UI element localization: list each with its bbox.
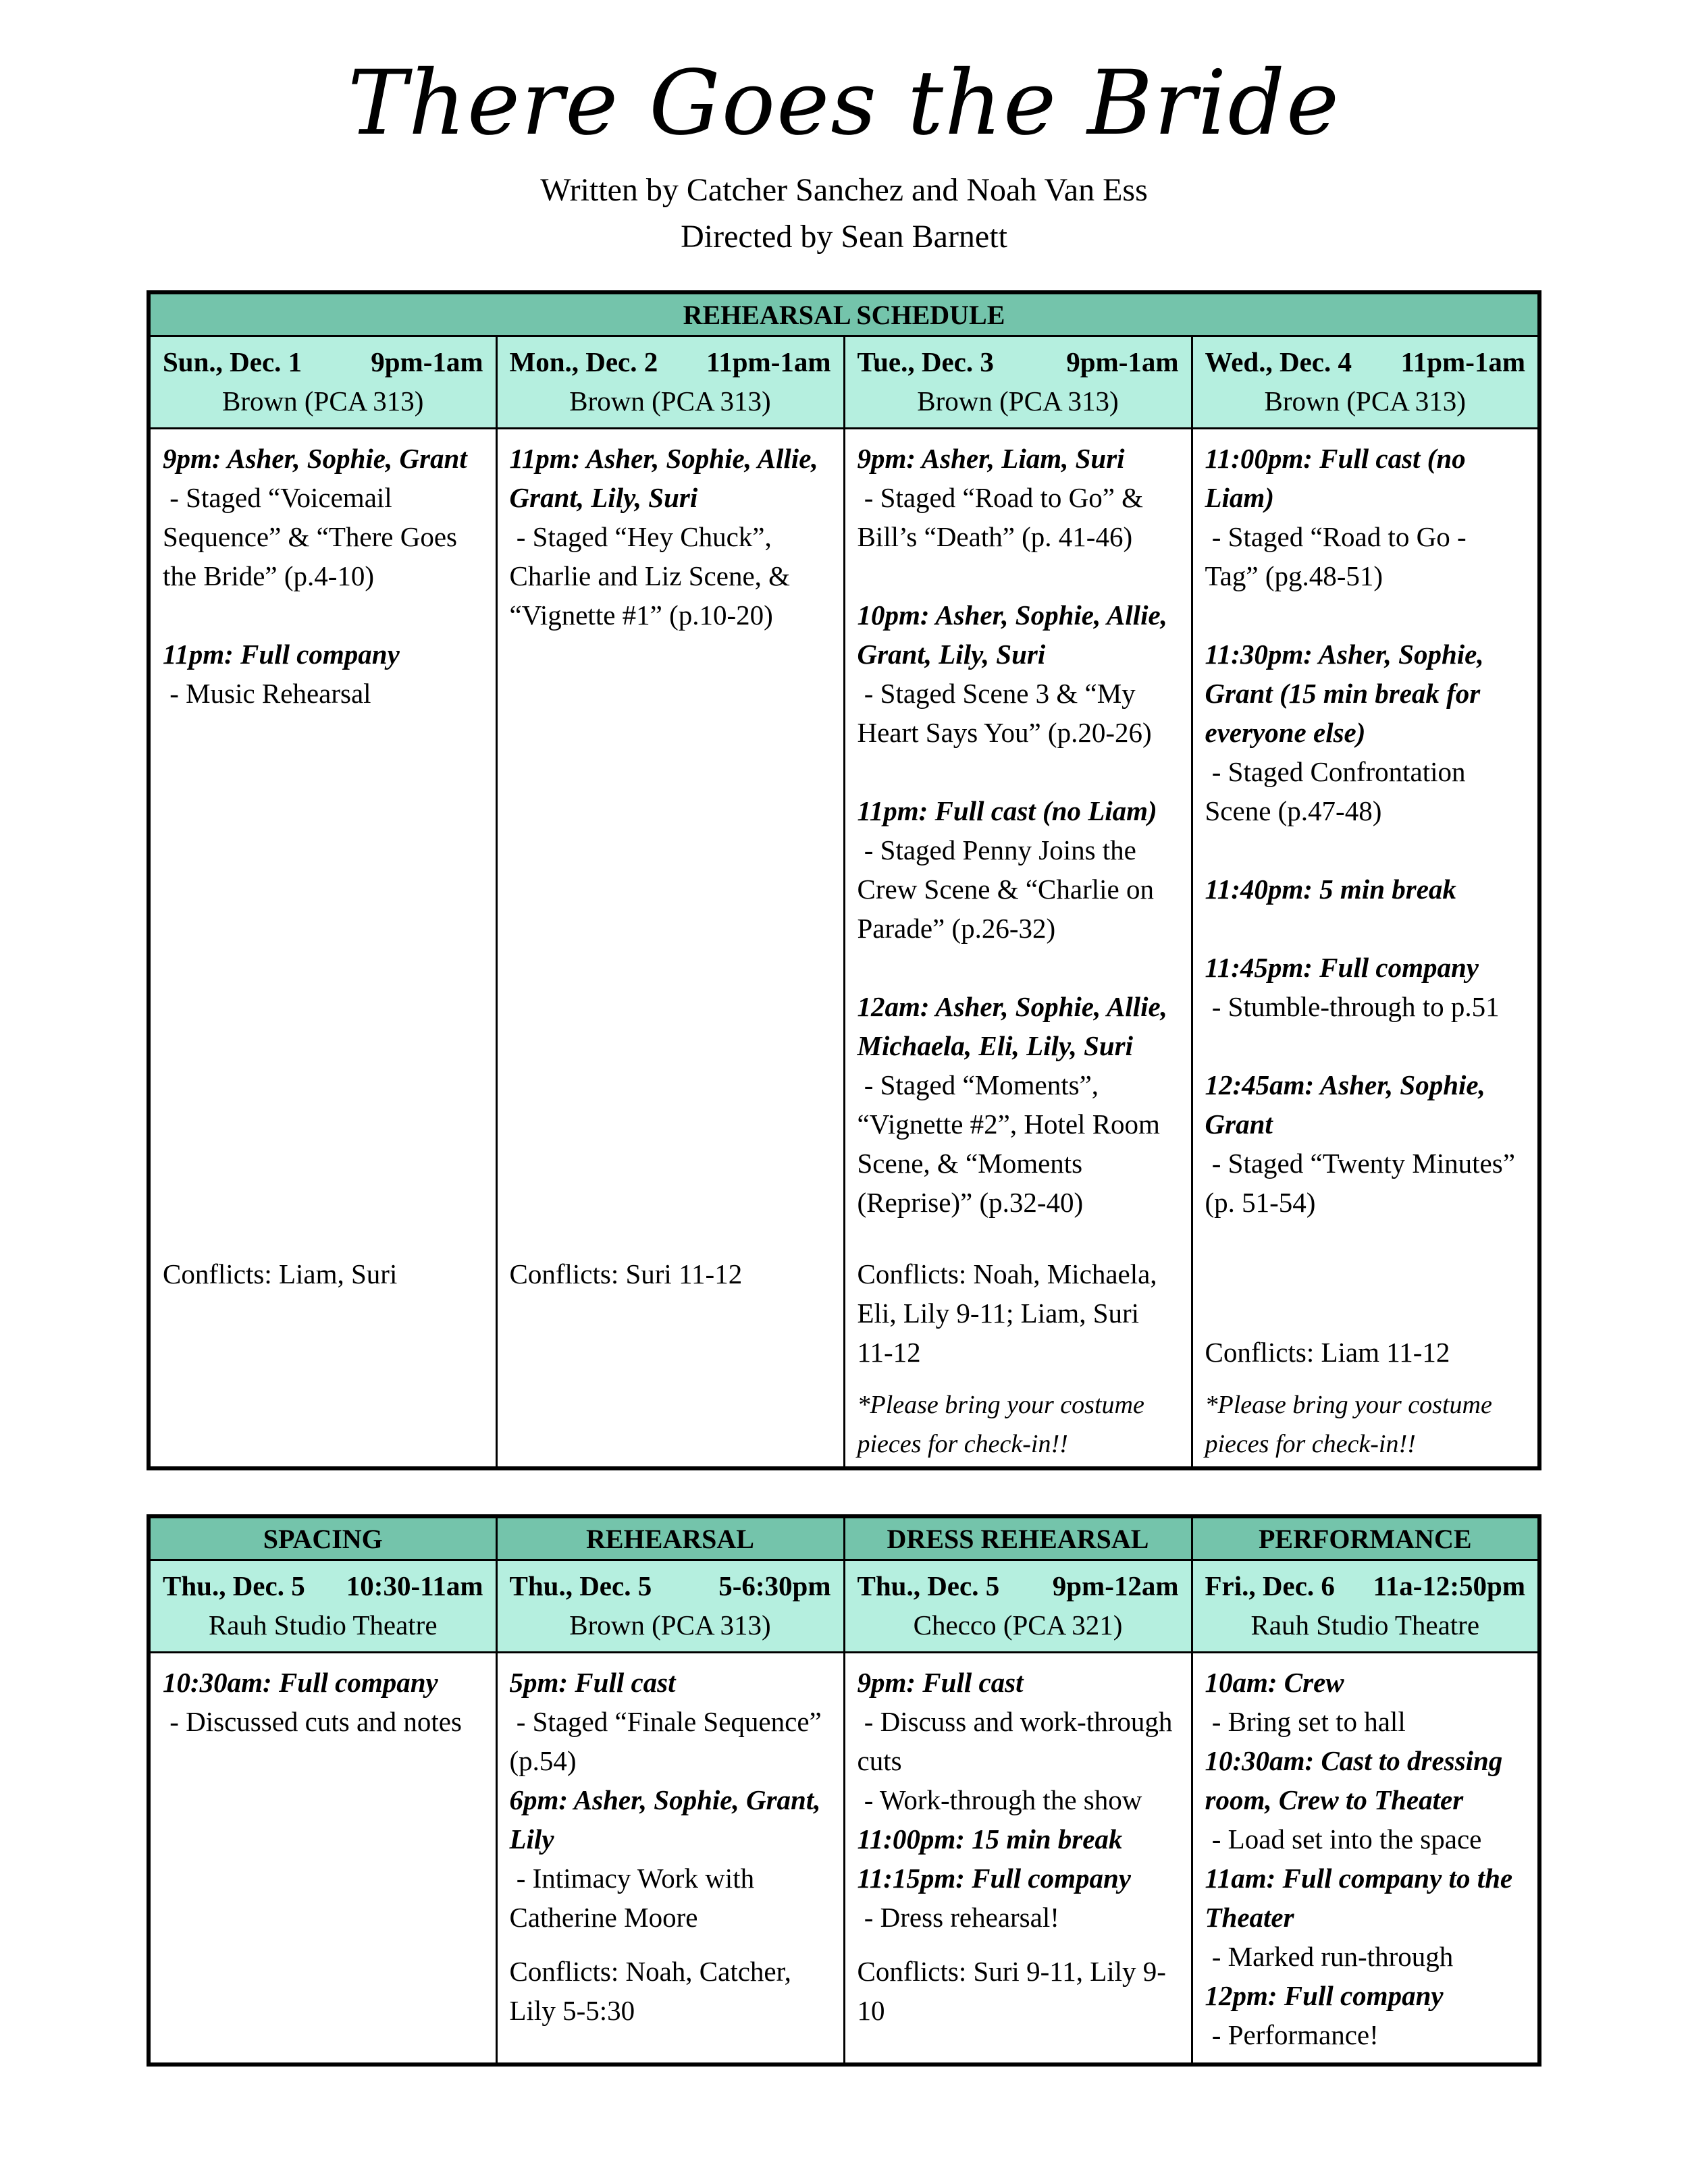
rehearsal-day-details: [149, 429, 1539, 1468]
slot-activity: - Work-through the show: [857, 1784, 1142, 1815]
slot-time-cast: 10pm: Asher, Sophie, Allie, Grant, Lily, Suri: [857, 600, 1167, 670]
day-venue: Brown (PCA 313): [569, 1609, 771, 1641]
show-title: There Goes the Bride: [347, 51, 1341, 155]
day-header: [1192, 1560, 1539, 1653]
conflicts-text: Conflicts: Liam, Suri: [163, 1258, 398, 1289]
schedule-slot: [1205, 1065, 1526, 1222]
day-date-time: [858, 342, 1179, 381]
schedule-slot: [1205, 1859, 1526, 1976]
day-details: [149, 429, 496, 1468]
slot-time-cast: 11:30pm: Asher, Sophie, Grant (15 min break for everyone else): [1205, 639, 1484, 748]
conflicts-text: Conflicts: Suri 11-12: [509, 1258, 743, 1289]
day-time: 9pm-1am: [1066, 346, 1179, 377]
slot-time-cast: 6pm: Asher, Sophie, Grant, Lily: [509, 1784, 821, 1855]
slot-activity: - Staged “Voicemail Sequence” & “There Goes the Bride” (p.4-10): [163, 482, 465, 591]
schedule-slot: [1205, 1976, 1526, 2054]
day-header: [844, 336, 1192, 429]
costume-note: *Please bring your costume pieces for check-in!!: [857, 1390, 1144, 1458]
slot-time-cast: 10am: Crew: [1205, 1667, 1344, 1698]
slot-activity: - Marked run-through: [1205, 1941, 1454, 1972]
slot-activity: - Staged “Moments”, “Vignette #2”, Hotel Room Scene, & “Moments (Reprise)” (p.32-40): [857, 1069, 1167, 1218]
slot-time-cast: 11pm: Asher, Sophie, Allie, Grant, Lily, Suri: [509, 443, 818, 513]
slot-time-cast: 11pm: Full company: [163, 639, 400, 670]
slot-time-cast: 11:40pm: 5 min break: [1205, 874, 1456, 905]
day-date: Thu., Dec. 5: [857, 1570, 1000, 1601]
conflicts-text: Conflicts: Noah, Michaela, Eli, Lily 9-11; Liam, Suri 11-12: [857, 1258, 1157, 1368]
schedule-slot: [163, 439, 483, 595]
day-details: [496, 1653, 844, 2065]
day-venue: Checco (PCA 321): [913, 1609, 1123, 1641]
schedule-slot: [1205, 635, 1526, 830]
day-date-time: [1205, 1566, 1526, 1605]
day-venue: Brown (PCA 313): [917, 385, 1119, 417]
schedule-slot: [1205, 439, 1526, 595]
day-details: [1192, 1653, 1539, 2065]
schedule-slot: [1205, 1663, 1526, 1741]
slot-time-cast: 11:15pm: Full company: [857, 1863, 1131, 1894]
day-header: [1192, 336, 1539, 429]
day-header: [149, 1560, 496, 1653]
schedule-slot: [163, 635, 483, 713]
slot-activity: - Staged Penny Joins the Crew Scene & “Charlie on Parade” (p.26-32): [857, 834, 1161, 944]
slot-activity: - Staged “Road to Go” & Bill’s “Death” (p. 41-46): [857, 482, 1151, 552]
writers-credit: Written by Catcher Sanchez and Noah Van Ess: [540, 172, 1148, 208]
schedule-slot: [1205, 948, 1526, 1026]
slot-activity: - Staged Confrontation Scene (p.47-48): [1205, 756, 1473, 826]
schedule-slot: [1205, 870, 1526, 909]
slot-activity: - Load set into the space: [1205, 1823, 1482, 1855]
week-band-label: REHEARSAL: [496, 1516, 844, 1560]
slot-activity: - Staged “Twenty Minutes” (p. 51-54): [1205, 1148, 1523, 1218]
slot-activity: - Performance!: [1205, 2019, 1379, 2050]
slot-time-cast: 9pm: Full cast: [857, 1667, 1024, 1698]
schedule-slot: [1205, 1741, 1526, 1859]
day-date-time: [1205, 342, 1526, 381]
day-date: Fri., Dec. 6: [1205, 1570, 1335, 1601]
day-details: [149, 1653, 496, 2065]
conflicts-text: Conflicts: Liam 11-12: [1205, 1336, 1450, 1368]
schedule-slot: [163, 1663, 483, 1741]
slot-activity: - Bring set to hall: [1205, 1706, 1406, 1737]
day-date: Tue., Dec. 3: [857, 346, 994, 377]
day-time: 9pm-1am: [371, 346, 483, 377]
slot-time-cast: 9pm: Asher, Liam, Suri: [857, 443, 1125, 474]
schedule-slot: [510, 1780, 831, 1937]
costume-note: *Please bring your costume pieces for check-in!!: [1205, 1390, 1492, 1458]
slot-time-cast: 11pm: Full cast (no Liam): [857, 795, 1157, 826]
slot-time-cast: 10:30am: Full company: [163, 1667, 438, 1698]
director-credit: Directed by Sean Barnett: [681, 219, 1007, 255]
day-time: 5-6:30pm: [718, 1570, 831, 1601]
week-band-label: SPACING: [149, 1516, 496, 1560]
day-venue: Brown (PCA 313): [222, 385, 424, 417]
conflicts-text: Conflicts: Suri 9-11, Lily 9-10: [857, 1956, 1166, 2026]
slot-activity: - Staged “Finale Sequence” (p.54): [509, 1706, 828, 1776]
day-date-time: [510, 342, 831, 381]
slot-time-cast: 12am: Asher, Sophie, Allie, Michaela, Eli, Lily, Suri: [857, 991, 1167, 1061]
slot-activity: - Intimacy Work with Catherine Moore: [509, 1863, 762, 1933]
day-time: 11pm-1am: [1400, 346, 1525, 377]
day-details: [1192, 429, 1539, 1468]
day-details: [844, 429, 1192, 1468]
week-band-label: DRESS REHEARSAL: [844, 1516, 1192, 1560]
slot-time-cast: 11:45pm: Full company: [1205, 952, 1479, 983]
schedule-slot: [858, 1819, 1179, 1859]
slot-activity: - Staged Scene 3 & “My Heart Says You” (p.20-26): [857, 678, 1152, 748]
schedule-slot: [858, 1663, 1179, 1819]
production-week-details: [149, 1653, 1539, 2065]
day-time: 9pm-12am: [1052, 1570, 1179, 1601]
production-week-table: [147, 1514, 1541, 2067]
slot-time-cast: 11am: Full company to the Theater: [1205, 1863, 1513, 1933]
day-venue: Rauh Studio Theatre: [1250, 1609, 1480, 1641]
schedule-slot: [858, 791, 1179, 948]
day-time: 11a-12:50pm: [1373, 1570, 1525, 1601]
slot-time-cast: 12:45am: Asher, Sophie, Grant: [1205, 1069, 1485, 1140]
rehearsal-schedule-table: [147, 290, 1541, 1470]
slot-time-cast: 9pm: Asher, Sophie, Grant: [163, 443, 467, 474]
day-date: Mon., Dec. 2: [509, 346, 658, 377]
production-week-bands: [149, 1516, 1539, 1560]
slot-activity: - Music Rehearsal: [163, 678, 371, 709]
slot-activity: - Stumble-through to p.51: [1205, 991, 1500, 1022]
day-details: [844, 1653, 1192, 2065]
week-band-label: PERFORMANCE: [1192, 1516, 1539, 1560]
slot-activity: - Discuss and work-through cuts: [857, 1706, 1180, 1776]
conflicts-text: Conflicts: Noah, Catcher, Lily 5-5:30: [509, 1956, 791, 2026]
rehearsal-schedule-band: REHEARSAL SCHEDULE: [149, 292, 1539, 336]
rehearsal-day-headers: [149, 336, 1539, 429]
day-header: [844, 1560, 1192, 1653]
day-date-time: [163, 1566, 483, 1605]
slot-time-cast: 11:00pm: 15 min break: [857, 1823, 1123, 1855]
slot-time-cast: 5pm: Full cast: [509, 1667, 676, 1698]
schedule-slot: [858, 987, 1179, 1222]
day-time: 11pm-1am: [706, 346, 831, 377]
schedule-slot: [858, 1859, 1179, 1937]
slot-activity: - Staged “Road to Go - Tag” (pg.48-51): [1205, 521, 1473, 591]
day-venue: Rauh Studio Theatre: [208, 1609, 438, 1641]
day-details: [496, 429, 844, 1468]
day-date-time: [858, 1566, 1179, 1605]
slot-activity: - Dress rehearsal!: [857, 1902, 1059, 1933]
schedule-slot: [858, 439, 1179, 556]
day-date: Sun., Dec. 1: [163, 346, 302, 377]
day-venue: Brown (PCA 313): [1264, 385, 1466, 417]
slot-activity: - Staged “Hey Chuck”, Charlie and Liz Scene, & “Vignette #1” (p.10-20): [509, 521, 797, 631]
slot-activity: - Discussed cuts and notes: [163, 1706, 462, 1737]
day-date: Wed., Dec. 4: [1205, 346, 1352, 377]
day-time: 10:30-11am: [346, 1570, 483, 1601]
schedule-slot: [858, 595, 1179, 752]
production-week-day-headers: [149, 1560, 1539, 1653]
day-date-time: [510, 1566, 831, 1605]
day-venue: Brown (PCA 313): [569, 385, 771, 417]
day-header: [496, 336, 844, 429]
day-date: Thu., Dec. 5: [509, 1570, 652, 1601]
day-date-time: [163, 342, 483, 381]
day-date: Thu., Dec. 5: [163, 1570, 305, 1601]
schedule-slot: [510, 439, 831, 635]
slot-time-cast: 11:00pm: Full cast (no Liam): [1205, 443, 1466, 513]
day-header: [496, 1560, 844, 1653]
slot-time-cast: 12pm: Full company: [1205, 1980, 1444, 2011]
slot-time-cast: 10:30am: Cast to dressing room, Crew to Theater: [1205, 1745, 1503, 1815]
day-header: [149, 336, 496, 429]
schedule-slot: [510, 1663, 831, 1780]
